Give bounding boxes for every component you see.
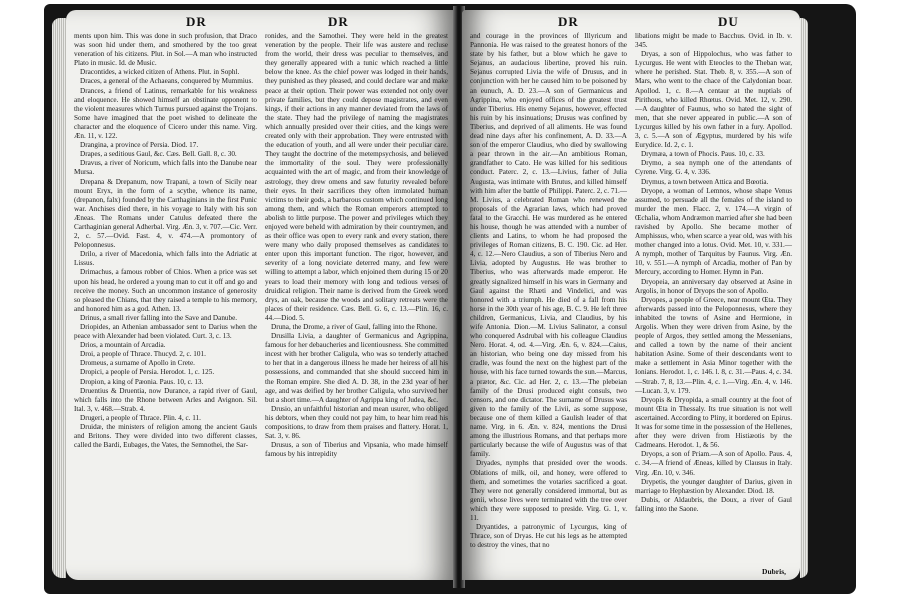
entry-paragraph: Drusio, an unfaithful historian and mean usurer, who obliged his debtors, when they could not pay him, to hear him read his compositions, to draw from them praises and flattery. Horat. 1, Sat. 3, v. 86.: [265, 404, 448, 441]
entry-paragraph: Drios, a mountain of Arcadia.: [80, 341, 166, 350]
entry-paragraph: Dromeus, a surname of Apollo in Crete.: [80, 359, 195, 368]
left-header-2: DR: [328, 14, 349, 29]
left-column-2: [265, 32, 448, 572]
entry-paragraph: Drymæa, a town of Phocis. Paus. 10, c. 33.: [641, 150, 765, 159]
entry-paragraph: Driopides, an Athenian ambassador sent to Darius when the peace with Alexander had been violated. Curt. 3, c. 13.: [74, 323, 257, 341]
entry-paragraph: ments upon him. This was done in such profusion, that Draco was soon hid under them, and smothered by the too great veneration of his citizens. Plut. in Sol.—A man who instructed Plato in music. Id. de Music.: [74, 32, 257, 68]
right-column-1: [470, 32, 627, 572]
entry-paragraph: Drymus, a town between Attica and Bœotia.: [641, 177, 769, 186]
right-header-2: DU: [718, 14, 739, 29]
entry-paragraph: Draces, a general of the Achaeans, conquered by Mummius.: [80, 77, 254, 86]
right-running-head: [462, 14, 800, 30]
entry-paragraph: Drusus, a son of Tiberius and Vipsania, who made himself famous by his intrepidity: [265, 441, 448, 459]
entry-paragraph: Dryopes, a people of Greece, near mount Œta. They afterwards passed into the Peloponnesus, where they inhabited the towns of Asine and Hermione, in Argolis. When they were driven from Asine, by the people of Argos, they settled among the Messenians, and called a town by the name of their ancient habitation Asine. Some of their descendants went to make a settlement in Asia Minor together with the Ionians. Herodot. 1, c. 146. l. 8, c. 31.—Paus. 4, c. 34.—Strab. 7, 8, 13.—Plin. 4, c. 1.—Virg. Æn. 4, v. 146.—Lucan. 3, v. 179.: [635, 295, 792, 395]
right-page: [462, 10, 800, 580]
entry-paragraph: Druentius & Druentia, now Durance, a rapid river of Gaul, which falls into the Rhone between Arles and Avignon. Sil. Ital. 3, v. 468.—Strab. 4.: [74, 386, 257, 413]
entry-paragraph: Drymo, a sea nymph one of the attendants of Cyrene. Virg. G. 4, v. 336.: [635, 159, 792, 177]
page-edges-left: [52, 18, 66, 578]
entry-paragraph: Dryopeia, an anniversary day observed at Asine in Argolis, in honor of Dryops the son of Apollo.: [635, 277, 792, 295]
entry-paragraph: Drimachus, a famous robber of Chios. When a price was set upon his head, he ordered a young man to cut it off and go and receive the money. Such an uncommon instance of generosity so pleased the Chians, that they raised a temple to his memory, and honored him as a god. Athen. 13.: [74, 268, 257, 313]
entry-paragraph: Dryantides, a patronymic of Lycurgus, king of Thrace, son of Dryas. He cut his legs as he attempted to destroy the vines, that no: [470, 523, 627, 550]
entry-paragraph: Dryades, nymphs that presided over the woods. Oblations of milk, oil, and honey, were offered to them, and sometimes the votaries sacrificed a goat. They were not generally considered immortal, but as genii, whose lives were terminated with the tree over which they were supposed to preside. Virg. G. 1, v. 11.: [470, 459, 627, 522]
left-running-head: [66, 14, 456, 30]
entry-paragraph: ronides, and the Samothei. They were held in the greatest veneration by the people. Their life was austere and recluse from the world, their dress was peculiar to themselves, and they generally appeared with a tunic which reached a little below the knee. As the chief power was lodged in their hands, they punished as they pleased, and could declare war and make peace at their option. Their power was extended not only over private families, but they could depose magistrates, and even kings, if their actions in any manner deviated from the laws of the state. They had the privilege of naming the magistrates which annually presided over their cities, and the kings were created only with their approbation. They were entrusted with the education of youth, and all were under their peculiar care. They taught the doctrine of the metempsychosis, and believed the immortality of the soul. They were professionally acquainted with the art of magic, and from their knowledge of astrology, they drew omens and saw futurity revealed before their eyes. In their sacrifices they often immolated human victims to their gods, a barbarous custom which continued long among them, and which the Roman emperors attempted to abolish to little purpose. The power and privileges which they enjoyed were beheld with admiration by their countrymen, and as their office was open to every rank and every station, there were many who daily proposed themselves as candidates to enter upon this important function. The rigor, however, and severity of a long noviciate deterred many, and few were willing to attempt a labor, which enjoined them during 15 or 20 years to load their memory with long and tedious verses of druidical religion. Their name is derived from the Greek word drys, an oak, because the woods and solitary retreats were the places of their residence. Cæs. Bell. G. 6, c. 13.—Plin. 16, c. 44.—Diod. 5.: [265, 32, 448, 322]
entry-paragraph: libations might be made to Bacchus. Ovid. in Ib. v. 345.: [635, 32, 792, 50]
entry-paragraph: Drinus, a small river falling into the Save and Danube.: [80, 313, 238, 322]
page-edges-right: [800, 18, 808, 578]
entry-paragraph: Drusilla Livia, a daughter of Germanicus and Agrippina, famous for her debaucheries and licentiousness. She committed incest with her brother Caligula, who was so tenderly attached to her that in a dangerous illness he made her heiress of all his possessions, and commanded that she should succeed him in the Roman empire. She died A. D. 38, in the 23d year of her age, and was deified by her brother Caligula, who survived her but a short time.—A daughter of Agrippa king of Judea, &c.: [265, 332, 448, 404]
entry-paragraph: Dubis, or Aldaubris, the Doux, a river of Gaul falling into the Saone.: [635, 495, 792, 513]
entry-paragraph: Dropion, a king of Pæonia. Paus. 10, c. 13.: [80, 377, 204, 386]
left-column-1: [74, 32, 257, 572]
entry-paragraph: Druna, the Drome, a river of Gaul, falling into the Rhone.: [271, 323, 438, 331]
right-header-1: DR: [558, 14, 579, 29]
entry-paragraph: Dryopis & Dryopida, a small country at the foot of mount Œta in Thessaly. Its true situation is not well ascertained. According to Pliny, it bordered on Epirus. It was for some time in the possession of the Hellenes, after they were driven from Histiæotis by the Cadmeans. Herodot. 1, & 56.: [635, 395, 792, 450]
entry-paragraph: Dravus, a river of Noricum, which falls into the Danube near Mursa.: [74, 159, 257, 177]
entry-paragraph: Drapes, a seditious Gaul, &c. Cæs. Bell. Gall. 8, c. 30.: [80, 150, 237, 159]
right-columns: [470, 32, 792, 572]
entry-paragraph: Drilo, a river of Macedonia, which falls into the Adriatic at Lissus.: [74, 250, 257, 268]
entry-paragraph: Dryas, a son of Hippolochus, who was father to Lycurgus. He went with Eteocles to the Theban war, where he perished. Stat. Theb. 8, v. 355.—A son of Mars, who went to the chace of the Calydonian boar. Apollod. 1, c. 8.—A centaur at the nuptials of Pirithous, who killed Rhœtus. Ovid. Met. 12, v. 290.—A daughter of Faunus, who so hated the sight of men, that she never appeared in public.—A son of Lycurgus killed by his own father in a fury. Apollod. 3, c. 5.—A son of Ægyptus, murdered by his wife Eurydice. Id. 2, c. 1.: [635, 50, 792, 150]
right-column-2: [635, 32, 792, 572]
left-columns: [74, 32, 448, 572]
entry-paragraph: Dryope, a woman of Lemnos, whose shape Venus assumed, to persuade all the females of the island to murder the men. Flacc. 2, v. 174.—A virgin of Œchalia, whom Andræmon married after she had been ravished by Apollo. She became mother of Amphissus, who, when scarce a year old, was with his mother changed into a lotus. Ovid. Met. 10, v. 331.—A nymph, mother of Tarquitus by Faunus. Virg. Æn. 10, v. 551.—A nymph of Arcadia, mother of Pan by Mercury, according to Homer. Hymn in Pan.: [635, 186, 792, 277]
entry-paragraph: Dropici, a people of Persia. Herodot. 1, c. 125.: [80, 368, 215, 377]
entry-paragraph: Dryops, a son of Priam.—A son of Apollo. Paus. 4, c. 34.—A friend of Æneas, killed by Clausus in Italy. Virg. Æn. 10, v. 346.: [635, 450, 792, 477]
entry-paragraph: Drugeri, a people of Thrace. Plin. 4, c. 11.: [80, 413, 201, 422]
entry-paragraph: Druidæ, the ministers of religion among the ancient Gauls and Britons. They were divided into two different classes, called the Bardi, Eubages, the Vates, the Semnothei, the Sar-: [74, 423, 257, 450]
entry-paragraph: Dracontides, a wicked citizen of Athens. Plut. in Sophl.: [80, 68, 240, 77]
entry-paragraph: Drypetis, the younger daughter of Darius, given in marriage to Hephæstion by Alexander. Diod. 18.: [635, 477, 792, 495]
entry-paragraph: Drangina, a province of Persia. Diod. 17.: [80, 141, 199, 150]
entry-paragraph: Drances, a friend of Latinus, remarkable for his weakness and eloquence. He showed himself an obstinate opponent to the violent measures which Turnus pursued against the Trojans. Some have imagined that the poet wished to delineate the character and the eloquence of Cicero under this name. Virg. Æn. 11, v. 122.: [74, 86, 257, 141]
entry-paragraph: Droi, a people of Thrace. Thucyd. 2, c. 101.: [80, 350, 206, 359]
entry-paragraph: and courage in the provinces of Illyricum and Pannonia. He was raised to the greatest honors of the state by his father, but a blow which he gave to Sejanus, an audacious libertine, proved his ruin. Sejanus corrupted Livia the wife of Drusus, and in conjunction with her he caused him to be poisoned by an eunuch, A. D. 23.—A son of Germanicus and Agrippina, who enjoyed offices of the greatest trust under Tiberius. His enemy Sejanus, however, effected his ruin by his insinuations; Drusus was confined by Tiberius, and deprived of all aliments. He was found dead nine days after his confinement, A. D. 33.—A son of the emperor Claudius, who died by swallowing a pear thrown in the air.—An ambitious Roman, grandfather to Cato. He was killed for his seditious conduct. Paterc. 2, c. 13.—Livius, father of Julia Augusta, was intimate with Brutus, and killed himself with him after the battle of Philippi. Paterc. 2, c. 71.—M. Livius, a celebrated Roman who renewed the proposals of the Agrarian laws, which had proved fatal to the Gracchi. He was murdered as he entered his house, though he was attended with a number of clients and Latins, to whom he had proposed the privileges of Roman citizens, B. C. 190. Cic. ad Her. 4, c. 12.—Nero Claudius, a son of Tiberius Nero and Livia, adopted by Augustus. He was brother to Tiberius, who was afterwards made emperor. He greatly signalized himself in his wars in Germany and Gaul against the Rhæti and Vindelici, and was honored with a triumph. He died of a fall from his horse in the 30th year of his age, B. C. 9. He left three children, Germanicus, Livia, and Claudius, by his wife Antonia. Dion.—M. Livius Salinator, a consul who conquered Asdrubal with his colleague Claudius Nero. Horat. 4, od. 4.—Virg. Æn. 6, v. 824.—Caius, an historian, who being one day missed from his cradle, was found the next on the highest part of the house, with his face turned towards the sun.—Marcus, a prætor, &c. Cic. ad Her. 2, c. 13.—The plebeian family of the Drusi produced eight consuls, two censors, and one dictator. The surname of Drusus was given to the family of the Livii, as some suppose, because one of them killed a Gaulish leader of that name. Virg. in 6. Æn. v. 824, mentions the Drusi among the illustrious Romans, and that perhaps more particularly because the wife of Augustus was of that family.: [470, 32, 627, 459]
left-header-1: DR: [186, 14, 207, 29]
left-page: [66, 10, 456, 580]
entry-paragraph: Drepana & Drepanum, now Trapani, a town of Sicily near mount Eryx, in the form of a scythe, whence its name, (drepanon, falx) founded by the Carthaginians in the first Punic war. Anchises died there, in his voyage to Italy with his son Æneas. The Romans under Catulus defeated there the Carthaginian general Adherbal. Virg. Æn. 3, v. 707.—Cic. Verr. 2, c. 57.—Ovid. Fast. 4, v. 474.—A promontory of Peloponnesus.: [74, 177, 257, 250]
catchword: Dubris,: [762, 567, 786, 576]
